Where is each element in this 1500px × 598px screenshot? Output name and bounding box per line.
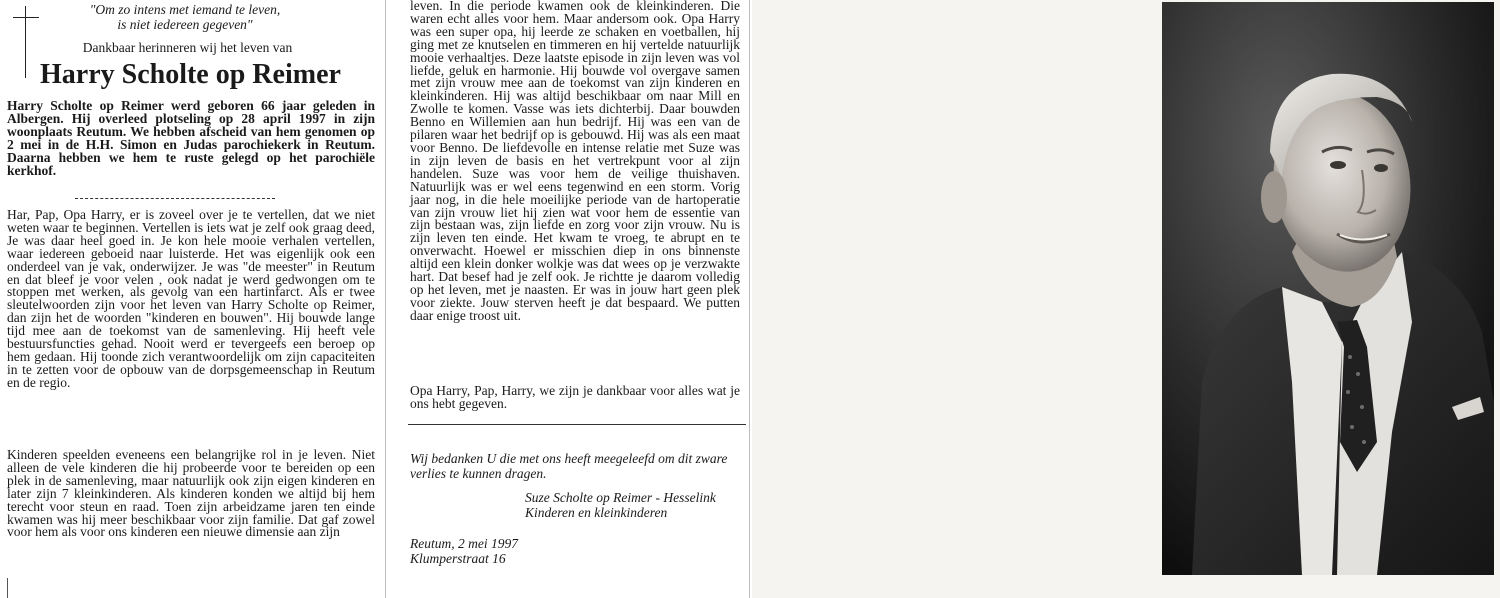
text-paragraph-1: Har, Pap, Opa Harry, er is zoveel over je te vertellen, dat we niet weten waar te beginnen. Vertellen is iets wat je zelf ook graag deed, Je was daar heel goed in. Je kon hele mooie verhalen vertellen, waar iedereen geboeid naar luisterde. Het was eigenlijk ook een onderdeel van je vak, onderwijzer. Je was "de meester" in Reutum en dat bleef je voor velen , ook nadat je werd gedwongen om te stoppen met werken, als gevolg van een hartinfarct. Als er twee sleutelwoorden zijn voor het leven van Harry Scholte op Reimer, dan zijn het de woorden "kinderen en bouwen". Hij bouwde lange tijd mee aan de toekomst van de samenleving. Hij heeft vele bestuursfuncties gehad. Nooit werd er tevergeefs een beroep op hem gedaan. Hij toonde zich verantwoordelijk om zijn capaciteiten in te zetten voor de opbouw van de dorpsgemeenschap in Reutum en de regio.	[7, 207, 375, 390]
text-paragraph-2: Kinderen speelden eveneens een belangrijke rol in je leven. Niet alleen de vele kinderen die hij probeerde voor te bereiden op een plek in de samenleving, maar natuurlijk ook zijn eigen kinderen en later zijn 7 kleinkinderen. Als kinderen konden we altijd bij hem terecht voor steun en raad. Toen zijn arbeidzame jaren ten einde kwamen was hij meer beschikbaar voor zijn familie. Dat gaf zowel voor hem als voor ons kinderen een nieuwe dimensie aan zijn	[7, 447, 375, 540]
portrait-photo	[1162, 2, 1494, 575]
signature-block	[525, 490, 745, 520]
portrait-image	[1162, 2, 1494, 575]
left-page	[0, 0, 385, 598]
signature-line-2: Kinderen en kleinkinderen	[525, 505, 668, 520]
text-paragraph-3: leven. In die periode kwamen ook de kleinkinderen. Die waren echt alles voor hem. Maar andersom ook. Opa Harry was een super opa, hij leerde ze schaken en voetballen, hij ging met ze knutselen en timmeren en hij vertelde natuurlijk mooie verhaaltjes. Deze laatste episode in zijn leven was vol liefde, geluk en harmonie. Hij bouwde vol overgave samen met zijn vrouw mee aan de toekomst van zijn kinderen en kleinkinderen. Hij was altijd beschikbaar om naar Mill en Zwolle te komen. Vasse was iets dichterbij. Daar bouwden Benno en Willemien aan hun bedrijf. Hij was een van de pilaren waar het bedrijf op is gebouwd. Hij was als een maat voor Benno. De liefdevolle en intense relatie met Suze was in zijn leven de basis en het vertrekpunt voor al zijn handelen. Suze was voor hem de veilige thuishaven. Natuurlijk was er wel eens tegenwind en een storm. Vorig jaar nog, in die hele moeilijke periode van de hartoperatie van zijn vrouw liet hij zien wat voor hem de essentie van zijn bestaan was, zijn liefde en zorg voor zijn vrouw. Nu is zijn leven ten einde. Het kwam te vroeg, te abrupt en te onverwacht. Hoewel er misschien diep in ons binnenste altijd een klein donker wolkje was dat wees op je verzwakte hart. Dat besef had je zelf ook. Je richtte je daarom volledig op het leven, met je naasten. Er was in jouw hart geen plek voor ziekte. Jouw sterven heeft je dat bespaard. We putten daar enige troost uit.	[410, 0, 740, 323]
deceased-name: Harry Scholte op Reimer	[40, 59, 341, 90]
text-paragraph-4: Opa Harry, Pap, Harry, we zijn je dankbaar voor alles wat je ons hebt gegeven.	[410, 383, 740, 411]
thanks-text: Wij bedanken U die met ons heeft meegeleefd om dit zware verlies te kunnen dragen.	[410, 451, 728, 481]
horizontal-divider	[408, 424, 746, 425]
cross-icon-bar	[13, 17, 39, 18]
place-date-line: Reutum, 2 mei 1997	[410, 536, 518, 551]
signature-line-1: Suze Scholte op Reimer - Hesselink	[525, 490, 716, 505]
dashed-divider	[75, 198, 275, 199]
page-edge-mark	[7, 578, 8, 598]
quote-line-1: "Om zo intens met iemand te leven,	[89, 2, 281, 17]
place-date-block	[410, 536, 610, 566]
memorial-quote	[70, 2, 300, 32]
bio-paragraph: Harry Scholte op Reimer werd geboren 66 jaar geleden in Albergen. Hij overleed plotseling op 28 april 1997 in zijn woonplaats Reutum. We hebben afscheid van hem genomen op 2 mei in de H.H. Simon en Judas parochiekerk in Reutum. Daarna hebben we hem te ruste gelegd op het parochiële kerkhof.	[7, 98, 375, 178]
address-line: Klumperstraat 16	[410, 551, 506, 566]
quote-line-2: is niet iedereen gegeven"	[117, 17, 253, 32]
intro-line: Dankbaar herinneren wij het leven van	[82, 40, 293, 55]
